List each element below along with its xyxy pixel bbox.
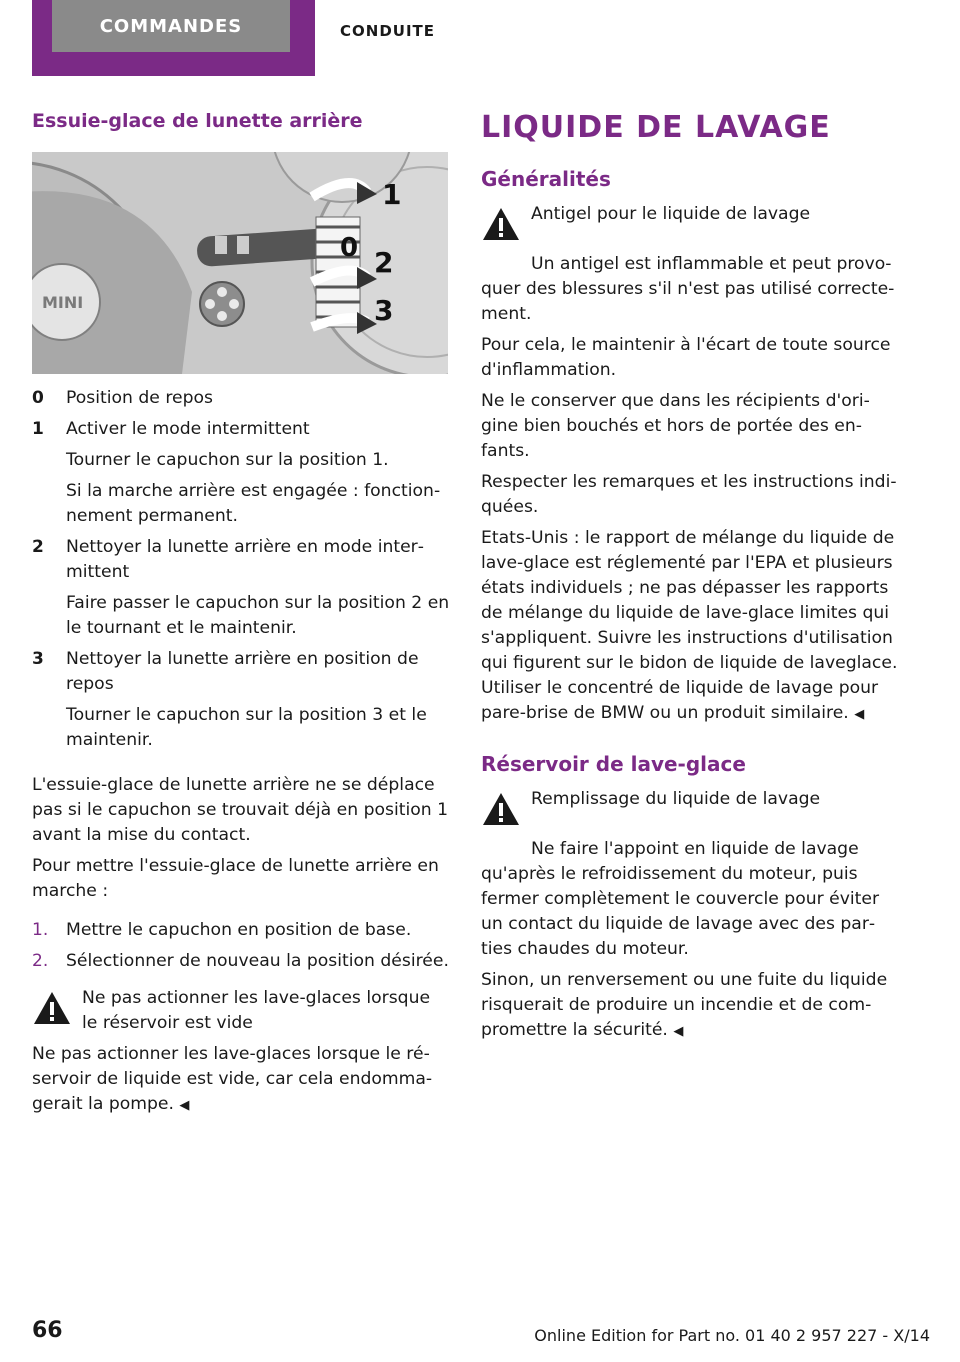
step-number: 2. (32, 951, 49, 971)
warning-body: Ne faire l'appoint en liquide de lavage qu'après le refroidissement du moteur, puis fermer complètement le couvercle pour éviter un contact du liquide de lavage avec des parties chaudes du moteur. (481, 839, 880, 959)
page-number: 66 (32, 1318, 63, 1343)
warning-body: Un antigel est inflammable et peut provoquer des blessures s'il n'est pas utilisé correctement. (481, 254, 895, 324)
left-column (32, 108, 450, 1118)
steps-list (32, 918, 450, 974)
position-row (32, 647, 450, 753)
figure-brand: MINI (42, 293, 84, 312)
paragraph-usa-text: Etats-Unis : le rapport de mélange du liquide de lave-glace est réglementé par l'EPA et plusieurs états individuels ; ne pas dépasser les rapports de mélange du liquide de lave-glace limites qui s'appliquent. Suivre les instructions d'utilisation qui figurent sur le bidon de liquide de laveglace. Utiliser le concentré de liquide de lavage pour pare-brise de BMW ou un produit similaire. (481, 528, 898, 723)
position-number: 0 (32, 388, 44, 408)
subtitle-reservoir: Réservoir de lave-glace (481, 752, 746, 776)
paragraph-spill (481, 968, 899, 1044)
end-mark: ◀ (179, 1098, 190, 1113)
position-number: 2 (32, 537, 44, 557)
end-mark: ◀ (673, 1024, 684, 1039)
figure-label-3: 3 (374, 294, 394, 327)
position-text: Activer le mode intermittent (66, 419, 310, 439)
paragraph-turn-on: Pour mettre l'essuie-glace de lunette arrière en marche : (32, 856, 439, 901)
figure-label-0: 0 (340, 233, 359, 263)
step-row (32, 918, 450, 943)
paragraph: Ne le conserver que dans les récipients d'origine bien bouchés et hors de portée des enfants. (481, 391, 870, 461)
warning-title: Remplissage du liquide de lavage (531, 789, 821, 809)
paragraph: Respecter les remarques et les instructions indiquées. (481, 472, 897, 517)
warning-title: Ne pas actionner les lave-glaces lorsque le réservoir est vide (82, 988, 431, 1033)
subtitle-general: Généralités (481, 167, 611, 191)
warning-title: Antigel pour le liquide de lavage (531, 204, 811, 224)
step-number: 1. (32, 920, 49, 940)
steering-wheel-illustration (32, 152, 448, 374)
position-text: Position de repos (66, 388, 213, 408)
warning-triangle-icon (481, 202, 531, 246)
positions-list (32, 386, 450, 753)
position-text: Si la marche arrière est engagée : fonctionnement permanent. (66, 481, 441, 526)
warning-refill (481, 787, 899, 831)
warning-triangle-icon (481, 787, 531, 831)
right-column (481, 108, 899, 1044)
tab-commandes[interactable]: COMMANDES (52, 0, 290, 52)
steering-wheel-figure (32, 152, 448, 374)
paragraph-spill-text: Sinon, un renversement ou une fuite du liquide risquerait de produire un incendie et de compromettre la sécurité. (481, 970, 888, 1040)
position-row (32, 386, 450, 411)
warning-antifreeze (481, 202, 899, 246)
position-number: 3 (32, 649, 44, 669)
position-text: Tourner le capuchon sur la position 1. (66, 450, 389, 470)
position-row (32, 417, 450, 529)
position-row (32, 535, 450, 641)
warning-triangle-icon (32, 986, 82, 1036)
warning-body (32, 1042, 450, 1118)
figure-label-2: 2 (374, 246, 394, 279)
warning-empty-reservoir (32, 986, 450, 1036)
step-text: Mettre le capuchon en position de base. (66, 920, 412, 940)
position-text: Faire passer le capuchon sur la position 2 en le tournant et le maintenir. (66, 593, 450, 638)
figure-label-1: 1 (382, 178, 402, 211)
position-text: Nettoyer la lunette arrière en mode intermittent (66, 537, 424, 582)
section-title-rear-wiper: Essuie-glace de lunette arrière (32, 110, 363, 132)
step-text: Sélectionner de nouveau la position désirée. (66, 951, 449, 971)
main-title-washer-fluid: LIQUIDE DE LAVAGE (481, 110, 831, 145)
position-text: Tourner le capuchon sur la position 3 et le maintenir. (66, 705, 427, 750)
end-mark: ◀ (854, 707, 865, 722)
edition-footer: Online Edition for Part no. 01 40 2 957 227 - X/14 (534, 1326, 930, 1345)
position-text: Nettoyer la lunette arrière en position de repos (66, 649, 419, 694)
paragraph: Pour cela, le maintenir à l'écart de toute source d'inflammation. (481, 335, 891, 380)
paragraph-usa (481, 526, 899, 727)
paragraph-rear-wiper-note: L'essuie-glace de lunette arrière ne se déplace pas si le capuchon se trouvait déjà en position 1 avant la mise du contact. (32, 775, 449, 845)
tab-conduite[interactable]: CONDUITE (340, 22, 436, 40)
position-number: 1 (32, 419, 44, 439)
step-row (32, 949, 450, 974)
warning-body-text: Ne pas actionner les lave-glaces lorsque le réservoir de liquide est vide, car cela endommagerait la pompe. (32, 1044, 433, 1114)
